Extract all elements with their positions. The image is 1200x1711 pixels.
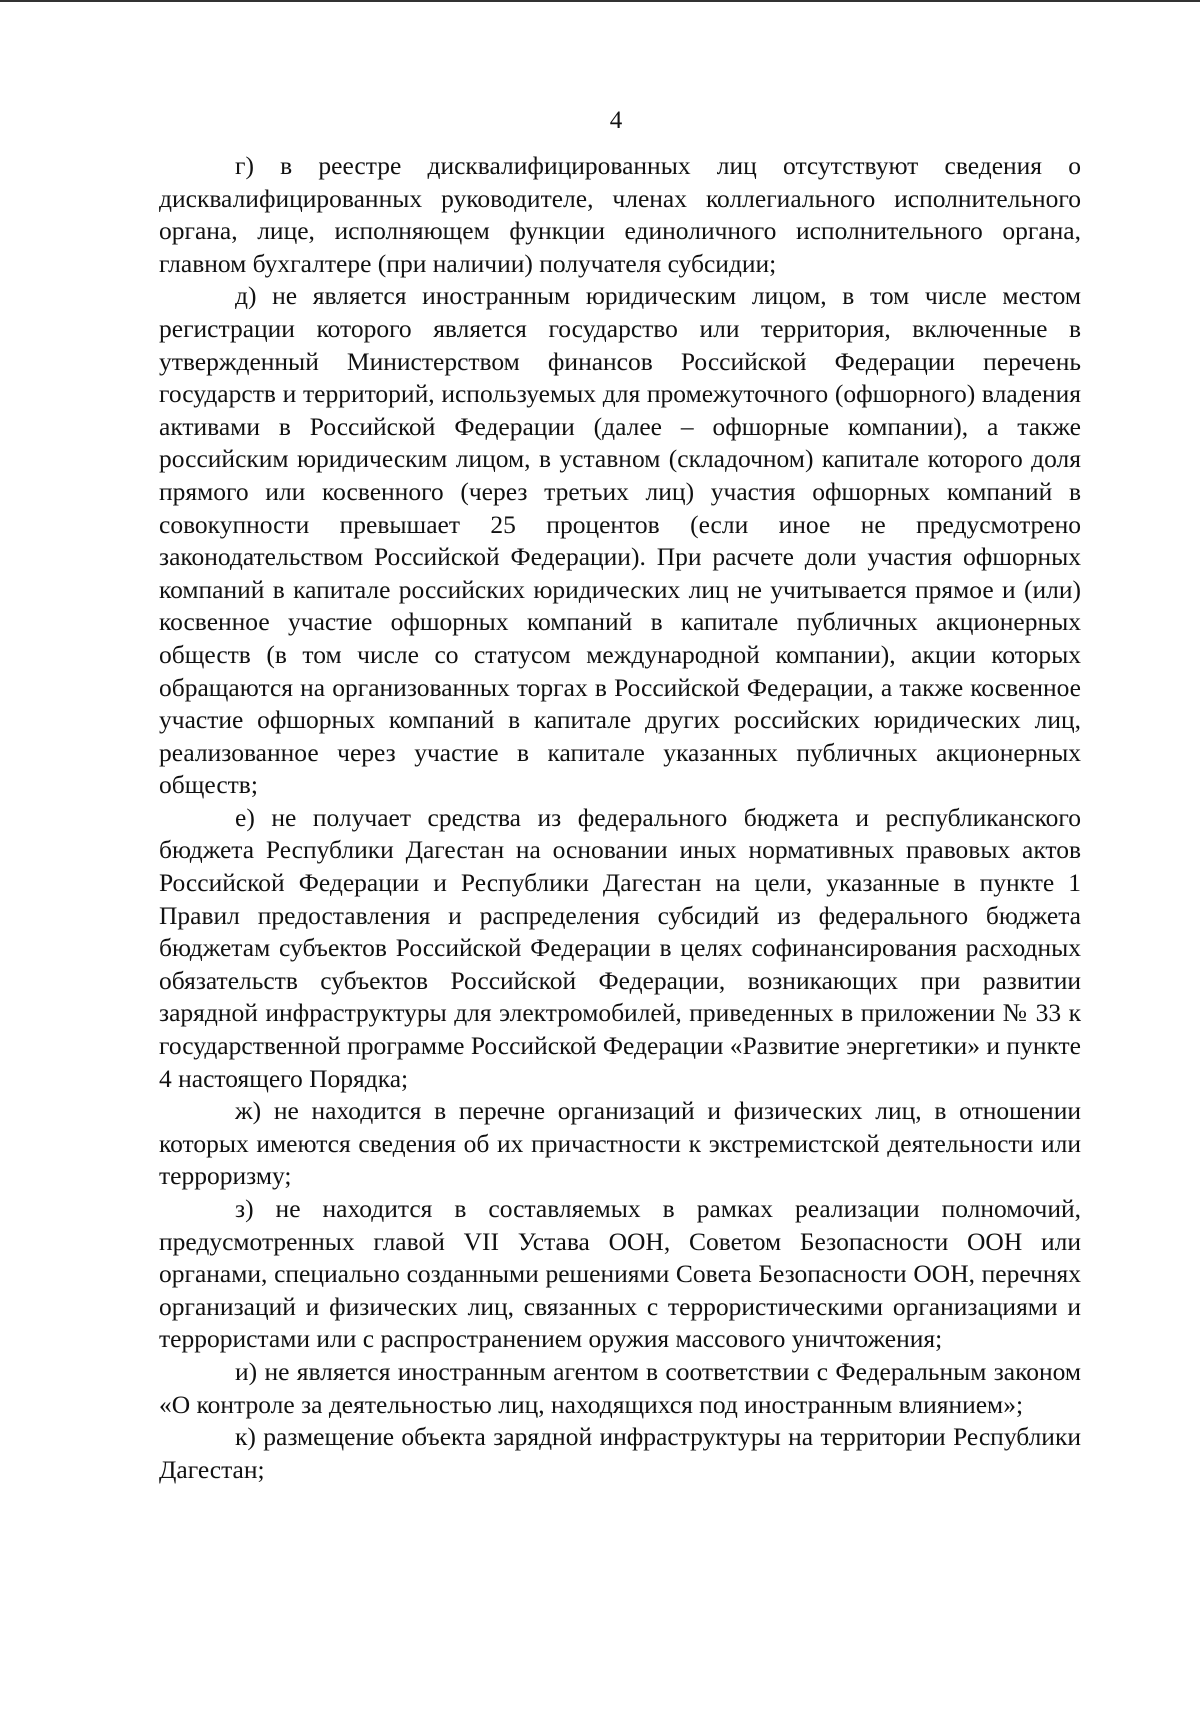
paragraph-zh: ж) не находится в перечне организаций и физических лиц, в отношении которых имеются сведения об их причастности к экстремистской деятельности или терроризму; xyxy=(159,1096,1081,1191)
document-body xyxy=(159,150,1081,1486)
paragraph-i: и) не является иностранным агентом в соответствии с Федеральным законом «О контроле за деятельностью лиц, находящихся под иностранным влиянием»; xyxy=(159,1356,1081,1419)
paragraph-g: г) в реестре дисквалифицированных лиц отсутствуют сведения о дисквалифицированных руководителе, членах коллегиального исполнительного органа, лице, исполняющем функции единоличного исполнительного органа, главном бухгалтере (при наличии) получателя субсидии; xyxy=(159,151,1081,278)
paragraph-z: з) не находится в составляемых в рамках реализации полномочий, предусмотренных главой VII Устава ООН, Советом Безопасности ООН или органами, специально созданными решениями Совета Безопасности ООН, перечнях организаций и физических лиц, связанных с террористическими организациями и террористами или с распространением оружия массового уничтожения; xyxy=(159,1194,1081,1354)
page-border xyxy=(0,0,1200,2)
paragraph-e: е) не получает средства из федерального бюджета и республиканского бюджета Республики Дагестан на основании иных нормативных правовых актов Российской Федерации и Республики Дагестан на цели, указанные в пункте 1 Правил предоставления и распределения субсидий из федерального бюджета бюджетам субъектов Российской Федерации в целях софинансирования расходных обязательств субъектов Российской Федерации, возникающих при развитии зарядной инфраструктуры для электромобилей, приведенных в приложении № 33 к государственной программе Российской Федерации «Развитие энергетики» и пункте 4 настоящего Порядка; xyxy=(159,802,1081,1093)
page-number: 4 xyxy=(609,107,623,134)
paragraph-k: к) размещение объекта зарядной инфраструктуры на территории Республики Дагестан; xyxy=(159,1422,1081,1484)
paragraph-d: д) не является иностранным юридическим лицом, в том числе местом регистрации которого является государство или территория, включенные в утвержденный Министерством финансов Российской Федерации перечень государств и территорий, используемых для промежуточного (офшорного) владения активами в Российской Федерации (далее – офшорные компании), а также российским юридическим лицом, в уставном (складочном) капитале которого доля прямого или косвенного (через третьих лиц) участия офшорных компаний в совокупности превышает 25 процентов (если иное не предусмотрено законодательством Российской Федерации). При расчете доли участия офшорных компаний в капитале российских юридических лиц не учитывается прямое и (или) косвенное участие офшорных компаний в капитале публичных акционерных обществ (в том числе со статусом международной компании), акции которых обращаются на организованных торгах в Российской Федерации, а также косвенное участие офшорных компаний в капитале других российских юридических лиц, реализованное через участие в капитале указанных публичных акционерных обществ; xyxy=(159,281,1081,800)
